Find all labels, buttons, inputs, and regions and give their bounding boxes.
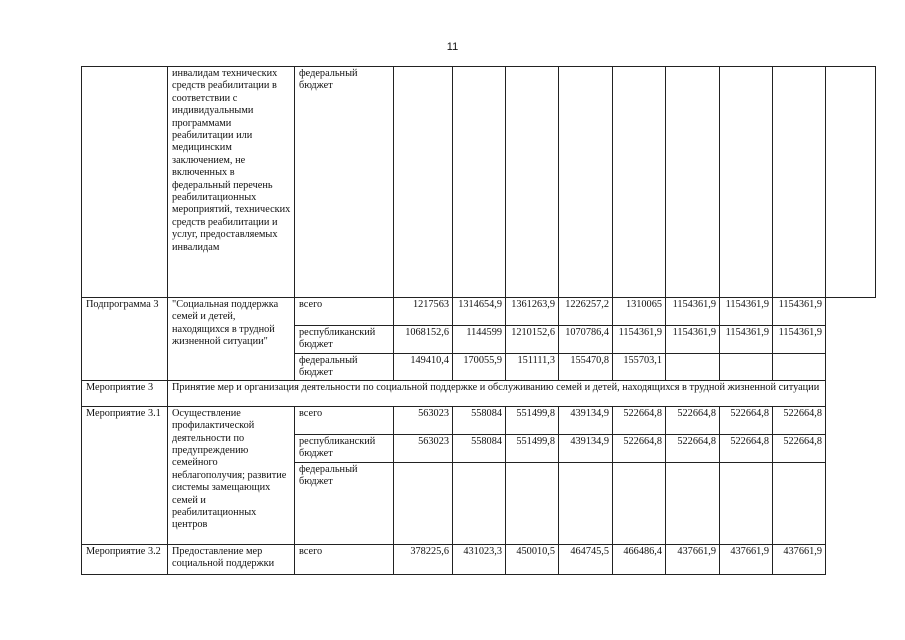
value-cell: 522664,8 (720, 406, 773, 434)
value-cell (453, 462, 506, 544)
source-cell: федеральный бюджет (295, 462, 394, 544)
value-cell: 151111,3 (506, 354, 559, 381)
value-cell: 1314654,9 (453, 298, 506, 326)
value-cell (559, 462, 613, 544)
value-cell (773, 354, 826, 381)
name-cell: Предоставление мер социальной поддержки (168, 544, 295, 574)
source-cell: республиканский бюджет (295, 434, 394, 462)
value-cell: 1070786,4 (559, 326, 613, 354)
value-cell (506, 67, 559, 298)
value-cell: 558084 (453, 406, 506, 434)
value-cell: 1154361,9 (720, 326, 773, 354)
value-cell: 1154361,9 (613, 326, 666, 354)
value-cell: 558084 (453, 434, 506, 462)
code-cell: Мероприятие 3.1 (82, 406, 168, 544)
value-cell: 1310065 (613, 298, 666, 326)
value-cell (773, 462, 826, 544)
name-cell: Осуществление профилактической деятельности по предупреждению семейного неблагополучия; развитие системы замещающих семей и реабилитационных центров (168, 406, 295, 544)
page-number: 11 (446, 41, 459, 53)
value-cell (720, 67, 773, 298)
value-cell (453, 67, 506, 298)
table-row (82, 380, 876, 406)
value-cell: 1154361,9 (773, 326, 826, 354)
value-cell: 437661,9 (666, 544, 720, 574)
value-cell: 437661,9 (720, 544, 773, 574)
value-cell: 522664,8 (613, 434, 666, 462)
value-cell: 522664,8 (666, 434, 720, 462)
code-cell: Мероприятие 3 (82, 380, 168, 406)
value-cell (394, 67, 453, 298)
value-cell: 522664,8 (773, 434, 826, 462)
value-cell: 1068152,6 (394, 326, 453, 354)
value-cell: 563023 (394, 434, 453, 462)
budget-table (81, 66, 876, 575)
value-cell: 563023 (394, 406, 453, 434)
value-cell: 1217563 (394, 298, 453, 326)
table-row (82, 544, 876, 574)
source-cell: республиканский бюджет (295, 326, 394, 354)
table-row (82, 67, 876, 298)
value-cell (826, 67, 876, 298)
source-cell: всего (295, 298, 394, 326)
value-cell: 1154361,9 (666, 326, 720, 354)
table-row (82, 406, 876, 434)
value-cell: 1361263,9 (506, 298, 559, 326)
value-cell: 551499,8 (506, 406, 559, 434)
value-cell: 1154361,9 (720, 298, 773, 326)
value-cell (720, 354, 773, 381)
value-cell: 439134,9 (559, 406, 613, 434)
value-cell: 149410,4 (394, 354, 453, 381)
value-cell: 551499,8 (506, 434, 559, 462)
value-cell: 1154361,9 (773, 298, 826, 326)
value-cell (720, 462, 773, 544)
value-cell: 1154361,9 (666, 298, 720, 326)
value-cell (394, 462, 453, 544)
source-cell: федеральный бюджет (295, 67, 394, 298)
measure-text-cell: Принятие мер и организация деятельности по социальной поддержке и обслуживанию семей и детей, находящихся в трудной жизненной ситуации (168, 380, 826, 406)
source-cell: федеральный бюджет (295, 354, 394, 381)
value-cell: 522664,8 (720, 434, 773, 462)
value-cell (666, 354, 720, 381)
value-cell: 1144599 (453, 326, 506, 354)
description-cell: инвалидам технических средств реабилитации в соответствии с индивидуальными программами реабилитации или медицинским заключением, не включенных в федеральный перечень реабилитационных мероприятий, технических средств реабилитации и услуг, предоставляемых инвалидам (168, 67, 295, 298)
value-cell: 466486,4 (613, 544, 666, 574)
value-cell: 522664,8 (613, 406, 666, 434)
value-cell: 155703,1 (613, 354, 666, 381)
value-cell (666, 67, 720, 298)
value-cell: 450010,5 (506, 544, 559, 574)
value-cell: 522664,8 (773, 406, 826, 434)
value-cell: 1210152,6 (506, 326, 559, 354)
value-cell: 170055,9 (453, 354, 506, 381)
source-cell: всего (295, 406, 394, 434)
value-cell (613, 67, 666, 298)
value-cell: 464745,5 (559, 544, 613, 574)
value-cell: 522664,8 (666, 406, 720, 434)
value-cell: 1226257,2 (559, 298, 613, 326)
code-cell: Подпрограмма 3 (82, 298, 168, 381)
value-cell: 437661,9 (773, 544, 826, 574)
value-cell (613, 462, 666, 544)
code-cell (82, 67, 168, 298)
code-cell: Мероприятие 3.2 (82, 544, 168, 574)
value-cell (773, 67, 826, 298)
value-cell: 439134,9 (559, 434, 613, 462)
source-cell: всего (295, 544, 394, 574)
value-cell (559, 67, 613, 298)
value-cell (506, 462, 559, 544)
value-cell (666, 462, 720, 544)
name-cell: "Социальная поддержка семей и детей, находящихся в трудной жизненной ситуации" (168, 298, 295, 381)
value-cell: 431023,3 (453, 544, 506, 574)
value-cell: 378225,6 (394, 544, 453, 574)
table-row (82, 298, 876, 326)
value-cell: 155470,8 (559, 354, 613, 381)
